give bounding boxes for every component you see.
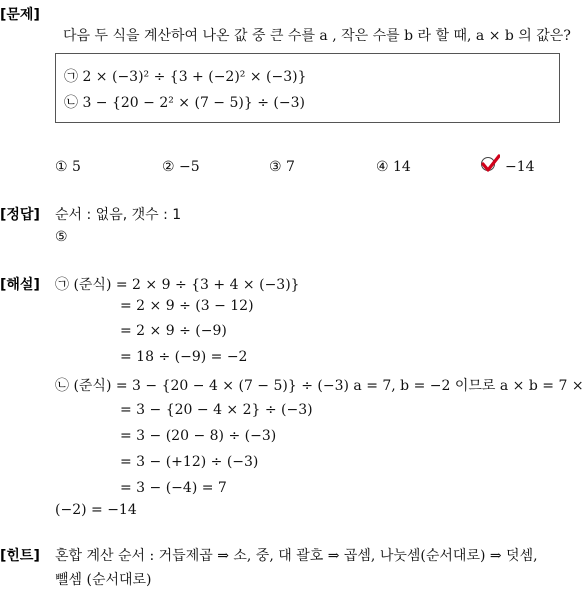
checkmark-icon <box>480 154 500 174</box>
hint-line-2: 뺄셈 (순서대로) <box>55 572 152 588</box>
choice-3[interactable]: ③ 7 <box>269 159 295 175</box>
explanation-b-head: ㉡ (준식) = 3 − {20 − 4 × (7 − 5)} ÷ (−3) a = 7, b = −2 이므로 a × b = 7 × <box>55 378 584 394</box>
explanation-b-step: = 3 − {20 − 4 × 2} ÷ (−3) <box>120 402 313 418</box>
explanation-b-step: = 3 − (+12) ÷ (−3) <box>120 454 259 470</box>
choice-5[interactable]: −14 <box>505 159 535 175</box>
explanation-b-step: = 3 − (−4) = 7 <box>120 480 227 496</box>
problem-label: [문제] <box>0 7 40 23</box>
explanation-b-step: = 3 − (20 − 8) ÷ (−3) <box>120 428 277 444</box>
expression-box <box>55 53 560 123</box>
expression-b: ㉡ 3 − {20 − 2² × (7 − 5)} ÷ (−3) <box>64 95 305 111</box>
explanation-label: [해설] <box>0 277 40 293</box>
explanation-a-step: = 18 ÷ (−9) = −2 <box>120 349 248 365</box>
expression-a: ㉠ 2 × (−3)² ÷ {3 + (−2)² × (−3)} <box>64 69 307 85</box>
choice-2[interactable]: ② −5 <box>162 159 200 175</box>
hint-label: [힌트] <box>0 548 40 564</box>
choice-1[interactable]: ① 5 <box>55 159 81 175</box>
explanation-a-step: = 2 × 9 ÷ (3 − 12) <box>120 298 254 314</box>
answer-line-2: ⑤ <box>55 229 68 245</box>
hint-line-1: 혼합 계산 순서 : 거듭제곱 ⇒ 소, 중, 대 괄호 ⇒ 곱셈, 나눗셈(순서대로) ⇒ 덧셈, <box>55 548 538 564</box>
explanation-a-head: ㉠ (준식) = 2 × 9 ÷ {3 + 4 × (−3)} <box>55 277 300 293</box>
question-text: 다음 두 식을 계산하여 나온 값 중 큰 수를 a , 작은 수를 b 라 할 때, a × b 의 값은? <box>63 28 571 44</box>
answer-line-1: 순서 : 없음, 갯수 : 1 <box>55 207 182 223</box>
explanation-tail: (−2) = −14 <box>55 502 137 518</box>
answer-label: [정답] <box>0 207 40 223</box>
choice-4[interactable]: ④ 14 <box>376 159 411 175</box>
explanation-a-step: = 2 × 9 ÷ (−9) <box>120 323 227 339</box>
